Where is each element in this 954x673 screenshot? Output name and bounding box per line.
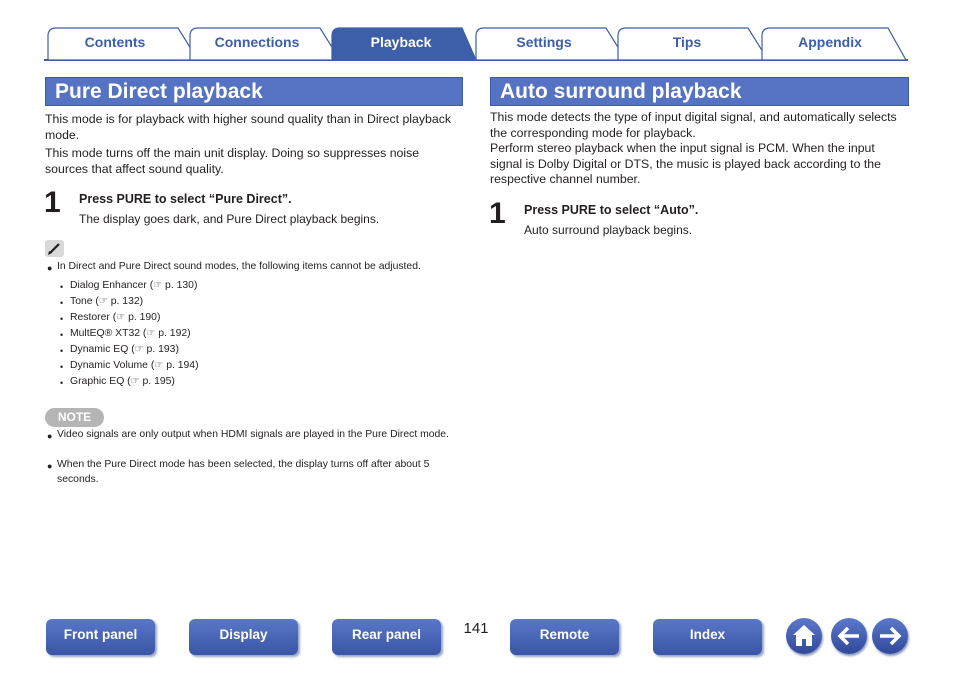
memo-item-name: Dynamic EQ [70, 344, 129, 355]
display-button[interactable]: Display [189, 619, 298, 655]
tab-appendix[interactable]: Appendix [798, 34, 862, 50]
memo-item: Dynamic EQ (☞ p. 193) [70, 343, 430, 358]
step-body: Auto surround playback begins. [524, 223, 693, 237]
home-button[interactable] [786, 618, 822, 654]
step-number: 1 [489, 197, 506, 230]
pencil-icon [45, 240, 64, 257]
page-number: 141 [463, 620, 489, 637]
section-title: Auto surround playback [500, 80, 742, 103]
pointing-hand-icon: ☞ [146, 328, 156, 339]
pointing-hand-icon: ☞ [98, 296, 108, 307]
tab-contents[interactable]: Contents [84, 34, 146, 50]
memo-intro: In Direct and Pure Direct sound modes, the following items cannot be adjusted. [57, 261, 421, 272]
index-button[interactable]: Index [653, 619, 762, 655]
arrow-left-icon [831, 618, 867, 654]
forward-button[interactable] [872, 618, 908, 654]
bullet-icon: ● [47, 431, 53, 441]
memo-item-name: Dynamic Volume [70, 360, 148, 371]
step-title: Press PURE to select “Auto”. [524, 203, 699, 217]
section-header-pure-direct [45, 77, 463, 106]
memo-item-name: MultEQ® XT32 [70, 328, 141, 339]
pointing-hand-icon: ☞ [154, 360, 164, 371]
page-reference-link[interactable]: p. 194 [166, 360, 196, 371]
memo-item: Restorer (☞ p. 190) [70, 311, 430, 326]
note-item: Video signals are only output when HDMI signals are played in the Pure Direct mode. [57, 429, 449, 440]
page-reference-link[interactable]: p. 132 [110, 296, 140, 307]
tab-playback[interactable]: Playback [370, 34, 432, 50]
sub-bullet-icon: • [60, 314, 64, 324]
page-reference-link[interactable]: p. 195 [142, 376, 172, 387]
sub-bullet-icon: • [60, 378, 64, 388]
paragraph: This mode is for playback with higher sound quality than in Direct playback mode. [45, 112, 452, 142]
bullet-icon: ● [47, 263, 53, 273]
sub-bullet-icon: • [60, 346, 64, 356]
memo-item: Tone (☞ p. 132) [70, 295, 430, 310]
memo-item: MultEQ® XT32 (☞ p. 192) [70, 327, 430, 342]
step-body: The display goes dark, and Pure Direct playback begins. [79, 212, 380, 226]
page-reference-link[interactable]: p. 190 [128, 312, 157, 323]
section-header-auto-surround [490, 77, 909, 106]
sub-bullet-icon: • [60, 298, 64, 308]
memo-item-name: Graphic EQ [70, 376, 125, 387]
note-badge: NOTE [45, 408, 104, 427]
step-title: Press PURE to select “Pure Direct”. [79, 192, 292, 206]
step-number: 1 [44, 186, 61, 219]
pointing-hand-icon: ☞ [153, 280, 163, 291]
memo-item-name: Restorer [70, 312, 110, 323]
tab-settings[interactable]: Settings [516, 34, 572, 50]
pointing-hand-icon: ☞ [130, 376, 140, 387]
page-reference-link[interactable]: p. 193 [146, 344, 176, 355]
note-item: When the Pure Direct mode has been selected, the display turns off after about 5 seconds. [57, 459, 430, 485]
page-reference-link[interactable]: p. 130 [165, 280, 194, 291]
page-reference-link[interactable]: p. 192 [158, 328, 188, 339]
sub-bullet-icon: • [60, 282, 64, 292]
memo-item: Dynamic Volume (☞ p. 194) [70, 359, 430, 374]
home-icon [786, 618, 822, 654]
sub-bullet-icon: • [60, 330, 64, 340]
section-title: Pure Direct playback [55, 80, 263, 103]
remote-button[interactable]: Remote [510, 619, 619, 655]
bullet-icon: ● [47, 461, 53, 471]
arrow-right-icon [872, 618, 908, 654]
tab-bar [0, 0, 954, 64]
paragraph: This mode turns off the main unit display. Doing so suppresses noise sources that affect sound quality. [45, 146, 420, 176]
tab-connections[interactable]: Connections [214, 34, 300, 50]
memo-item: Dialog Enhancer (☞ p. 130) [70, 279, 430, 294]
front-panel-button[interactable]: Front panel [46, 619, 155, 655]
rear-panel-button[interactable]: Rear panel [332, 619, 441, 655]
paragraph: This mode detects the type of input digital signal, and automatically selects the corresponding mode for playback. [490, 110, 897, 140]
sub-bullet-icon: • [60, 362, 64, 372]
pointing-hand-icon: ☞ [116, 312, 126, 323]
memo-item-name: Tone [70, 296, 93, 307]
tab-tips[interactable]: Tips [672, 34, 702, 50]
pointing-hand-icon: ☞ [134, 344, 144, 355]
memo-item: Graphic EQ (☞ p. 195) [70, 375, 430, 390]
tab-shapes [0, 0, 954, 64]
paragraph: Perform stereo playback when the input signal is PCM. When the input signal is Dolby Digital or DTS, the music is played back according to the respective channel number. [490, 141, 881, 186]
memo-item-name: Dialog Enhancer [70, 280, 147, 291]
back-button[interactable] [831, 618, 867, 654]
